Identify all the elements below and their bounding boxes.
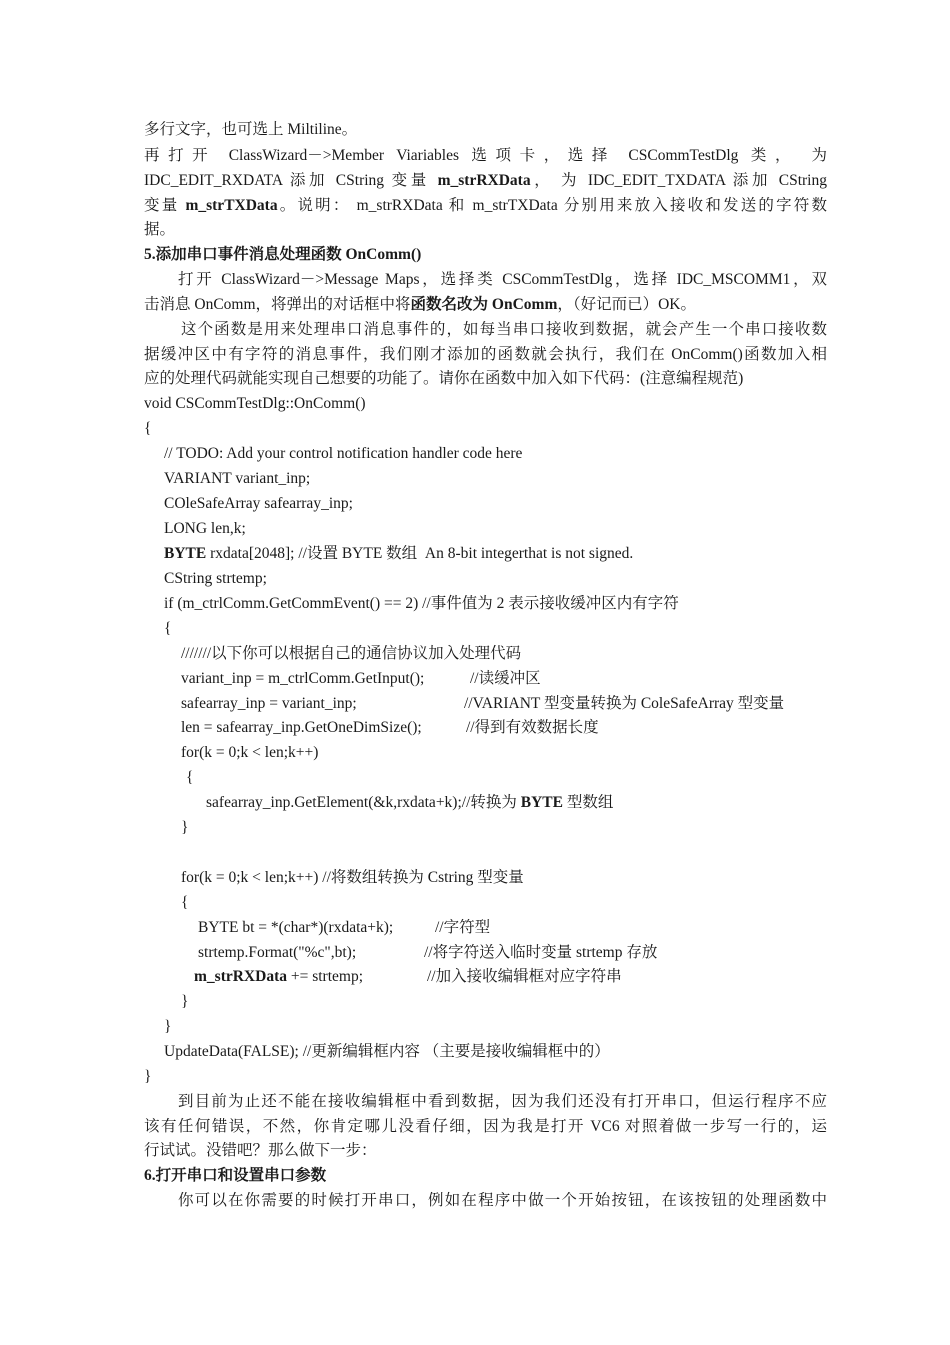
- paragraph-line: 据。: [144, 221, 176, 238]
- text-run: 型数组: [562, 794, 614, 811]
- paragraph-line: 多行文字，也可选上 Miltiline。: [144, 121, 358, 138]
- text-run: ， 为 IDC_EDIT_TXDATA 添加 CString: [530, 172, 827, 189]
- code-line: COleSafeArray safearray_inp;: [164, 495, 353, 512]
- code-comment: //将字符送入临时变量 strtemp 存放: [424, 944, 658, 961]
- code-comment: //字符型: [435, 919, 491, 936]
- bold-variable: m_strRXData: [437, 172, 531, 189]
- code-line: [206, 793, 613, 813]
- code-comment: //读缓冲区: [470, 670, 541, 687]
- code-line: {: [144, 420, 152, 437]
- paragraph-line: [144, 171, 827, 191]
- code-line: ///////以下你可以根据自己的通信协议加入处理代码: [181, 645, 522, 662]
- code-line: {: [164, 620, 172, 637]
- paragraph-line: [144, 196, 827, 216]
- code-line: VARIANT variant_inp;: [164, 470, 311, 487]
- text-run: 击消息 OnComm，将弹出的对话框中将: [144, 296, 411, 313]
- paragraph-line: 行试试。没错吧？那么做下一步：: [144, 1142, 377, 1159]
- text-run: 。说明： m_strRXData 和 m_strTXData 分别用来放入接收和发送的字符数: [277, 197, 827, 214]
- text-run: safearray_inp.GetElement(&k,rxdata+k);//转换为: [206, 794, 521, 811]
- code-line: // TODO: Add your control notification handler code here: [164, 445, 523, 462]
- code-line: for(k = 0;k < len;k++) //将数组转换为 Cstring 型变量: [181, 869, 524, 886]
- code-line: BYTE bt = *(char*)(rxdata+k);: [198, 919, 394, 936]
- bold-keyword: BYTE: [164, 545, 207, 562]
- code-line: }: [181, 993, 189, 1010]
- paragraph-line: 你可以在你需要的时候打开串口，例如在程序中做一个开始按钮，在该按钮的处理函数中: [178, 1192, 827, 1209]
- code-line: strtemp.Format("%c",bt);: [198, 944, 357, 961]
- code-comment: //得到有效数据长度: [466, 719, 599, 736]
- text-run: ，（好记而已）OK。: [557, 296, 696, 313]
- code-line: [194, 967, 363, 987]
- paragraph-line: 再打开 ClassWizard－>Member Viariables 选项卡，选择 CSCommTestDlg 类， 为: [144, 147, 827, 164]
- code-line: LONG len,k;: [164, 520, 246, 537]
- bold-text: 函数名改为 OnComm: [410, 296, 558, 313]
- code-line: UpdateData(FALSE); //更新编辑框内容 （主要是接收编辑框中的）: [164, 1043, 610, 1060]
- code-comment: //VARIANT 型变量转换为 ColeSafeArray 型变量: [464, 695, 785, 712]
- text-run: 变量: [144, 197, 186, 214]
- code-line: variant_inp = m_ctrlComm.GetInput();: [181, 670, 425, 687]
- section-heading-6: 6.打开串口和设置串口参数: [144, 1167, 327, 1184]
- paragraph-line: 打开 ClassWizard－>Message Maps，选择类 CSCommTestDlg，选择 IDC_MSCOMM1，双: [178, 271, 827, 288]
- bold-variable: m_strRXData: [194, 968, 287, 985]
- paragraph-line: 该有任何错误，不然，你肯定哪儿没看仔细，因为我是打开 VC6 对照着做一步写一行的，运: [144, 1118, 827, 1135]
- code-line: }: [164, 1018, 172, 1035]
- paragraph-line: [144, 295, 696, 315]
- paragraph-line: 这个函数是用来处理串口消息事件的，如每当串口接收到数据，就会产生一个串口接收数: [181, 321, 827, 338]
- paragraph-line: 应的处理代码就能实现自己想要的功能了。请你在函数中加入如下代码：(注意编程规范): [144, 370, 744, 387]
- bold-keyword: BYTE: [520, 794, 563, 811]
- code-line: safearray_inp = variant_inp;: [181, 695, 357, 712]
- paragraph-line: 到目前为止还不能在接收编辑框中看到数据，因为我们还没有打开串口，但运行程序不应: [178, 1093, 827, 1110]
- text-run: += strtemp;: [286, 968, 364, 985]
- code-comment: //加入接收编辑框对应字符串: [427, 968, 622, 985]
- code-line: }: [144, 1068, 152, 1085]
- code-line: len = safearray_inp.GetOneDimSize();: [181, 719, 422, 736]
- bold-variable: m_strTXData: [185, 197, 278, 214]
- paragraph-line: 据缓冲区中有字符的消息事件，我们刚才添加的函数就会执行，我们在 OnComm()函数加入相: [144, 346, 827, 363]
- code-line: for(k = 0;k < len;k++): [181, 744, 319, 761]
- text-run: rxdata[2048]; //设置 BYTE 数组 An 8-bit integerthat is not signed.: [206, 545, 634, 562]
- code-line: if (m_ctrlComm.GetCommEvent() == 2) //事件值为 2 表示接收缓冲区内有字符: [164, 595, 679, 612]
- code-line: CString strtemp;: [164, 570, 267, 587]
- text-run: IDC_EDIT_RXDATA 添加 CString 变量: [144, 172, 438, 189]
- code-line: }: [181, 819, 189, 836]
- code-line: void CSCommTestDlg::OnComm(): [144, 395, 366, 412]
- code-line: {: [181, 894, 189, 911]
- code-line: {: [186, 769, 194, 786]
- code-line: [164, 544, 633, 564]
- section-heading-5: 5.添加串口事件消息处理函数 OnComm(): [144, 246, 422, 263]
